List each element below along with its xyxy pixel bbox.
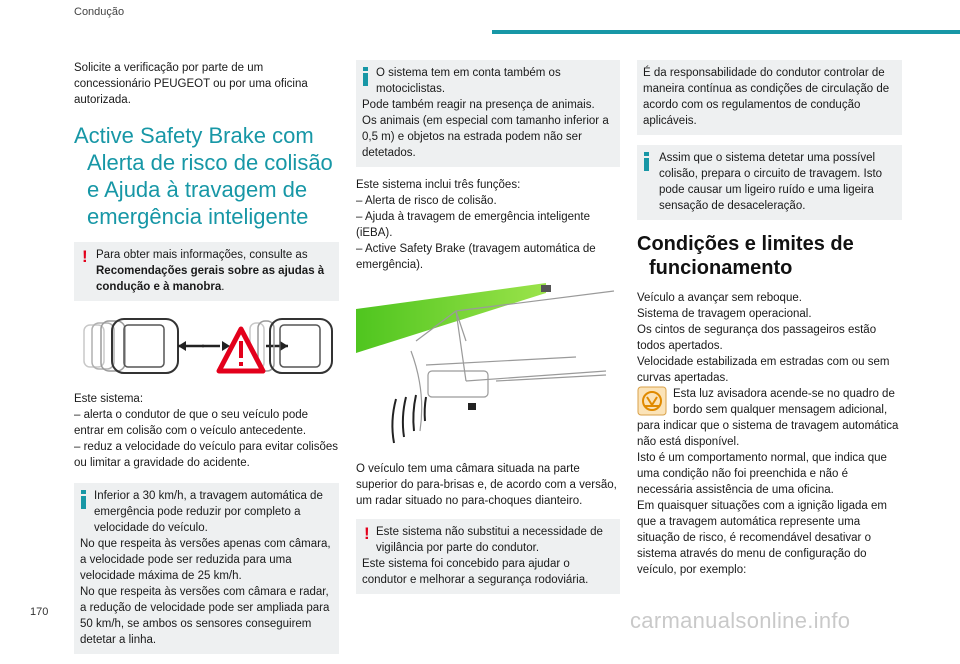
condition-no-trailer: Veículo a avançar sem reboque. (637, 292, 802, 304)
recommendations-reference: Recomendações gerais sobre as ajudas à condução e à manobra (96, 265, 325, 293)
danger-triangle-icon (219, 329, 263, 371)
condition-braking: Sistema de travagem operacional. (637, 308, 812, 320)
normal-behaviour-text: Isto é um comportamento normal, que indica que uma condição não foi preenchida e não é necessária assistência de uma oficina. (637, 452, 887, 496)
info-box-detection: O sistema tem em conta também os motociclistas. Pode também reagir na presença de animais. Os animais (em especial com tamanho inferior a 0,5 m) e objetos na estrada podem não ser detetados. (356, 60, 620, 167)
collision-warning-illustration (74, 311, 339, 381)
watermark: carmanualsonline.info (630, 608, 851, 633)
warning-exclamation-icon: ! (82, 247, 88, 266)
system-bullet-alert: – alerta o condutor de que o seu veículo pode entrar em colisão com o veículo antecedente. (74, 409, 309, 437)
column-3 (637, 60, 902, 578)
warning-box: ! Para obter mais informações, consulte as Recomendações gerais sobre as ajudas à condução e à manobra. (74, 242, 339, 301)
header-accent-bar (492, 30, 960, 34)
info-box-speed: Inferior a 30 km/h, a travagem automática de emergência pode reduzir por completo a velocidade do veículo. No que respeita às versões apenas com câmara, a velocidade pode ser reduzida para uma velocidade máxima de 25 km/h. No que respeita às versões com câmara e radar, a redução de velocidade pode ser ampliada para 50 km/h, se ambos os sensores conseguirem detetar a linha. (74, 483, 339, 654)
warning-lamp-text-cont: para indicar que o sistema de travagem automática não está disponível. (637, 420, 899, 448)
responsibility-box: É da responsabilidade do condutor controlar de maneira contínua as condições de circulação de acordo com os regulamentos de condução aplicáveis. (637, 60, 902, 135)
info-icon (363, 67, 368, 86)
warning-box-driver: ! Este sistema não substitui a necessidade de vigilância por parte do condutor. Este sistema foi concebido para ajudar o condutor e melhorar a segurança rodoviária. (356, 519, 620, 594)
function-active-safety-brake: – Active Safety Brake (travagem automática de emergência). (356, 243, 596, 271)
brake-warning-lamp-icon (637, 386, 667, 416)
column-2 (356, 60, 620, 604)
function-ieba: – Ajuda à travagem de emergência inteligente (iEBA). (356, 211, 590, 239)
system-intro: Este sistema: (74, 393, 144, 405)
intro-paragraph: Solicite a verificação por parte de um concessionário PEUGEOT ou por uma oficina autorizada. (74, 62, 308, 106)
warning-lamp-row (637, 386, 902, 418)
section-heading-conditions: Condições e limites de funcionamento (637, 233, 854, 279)
condition-seatbelts: Os cintos de segurança dos passageiros estão todos apertados. (637, 324, 877, 352)
deactivate-text: Em quaisquer situações com a ignição ligada em que a travagem automática represente uma situação de risco, é recomendável desativar o sistema através do menu de configuração do veículo, por exemplo: (637, 500, 887, 576)
column-1 (74, 60, 339, 664)
function-collision-alert: – Alerta de risco de colisão. (356, 195, 497, 207)
page-number: 170 (30, 606, 49, 618)
camera-description: O veículo tem uma câmara situada na parte superior do para-brisas e, de acordo com a versão, um radar situado no para-choques dianteiro. (356, 463, 617, 507)
camera-radar-van-illustration (356, 281, 620, 451)
condition-speed: Velocidade estabilizada em estradas com ou sem curvas apertadas. (637, 356, 890, 384)
warning-exclamation-icon: ! (364, 524, 370, 543)
functions-intro: Este sistema inclui três funções: (356, 179, 521, 191)
section-title: Condução (74, 6, 125, 18)
section-heading-asb: Active Safety Brake com Alerta de risco de colisão e Ajuda à travagem de emergência inteligente (74, 123, 333, 229)
warning-lamp-text: Esta luz avisadora acende-se no quadro de bordo sem qualquer mensagem adicional, (673, 388, 895, 416)
system-bullet-reduce: – reduz a velocidade do veículo para evitar colisões ou limitar a gravidade do acidente. (74, 441, 339, 469)
info-box-braking-circuit: Assim que o sistema detetar uma possível colisão, prepara o circuito de travagem. Isto pode causar um ligeiro ruído e uma ligeira sensação de desaceleração. (637, 145, 902, 220)
info-icon (81, 490, 86, 509)
info-icon (644, 152, 649, 171)
